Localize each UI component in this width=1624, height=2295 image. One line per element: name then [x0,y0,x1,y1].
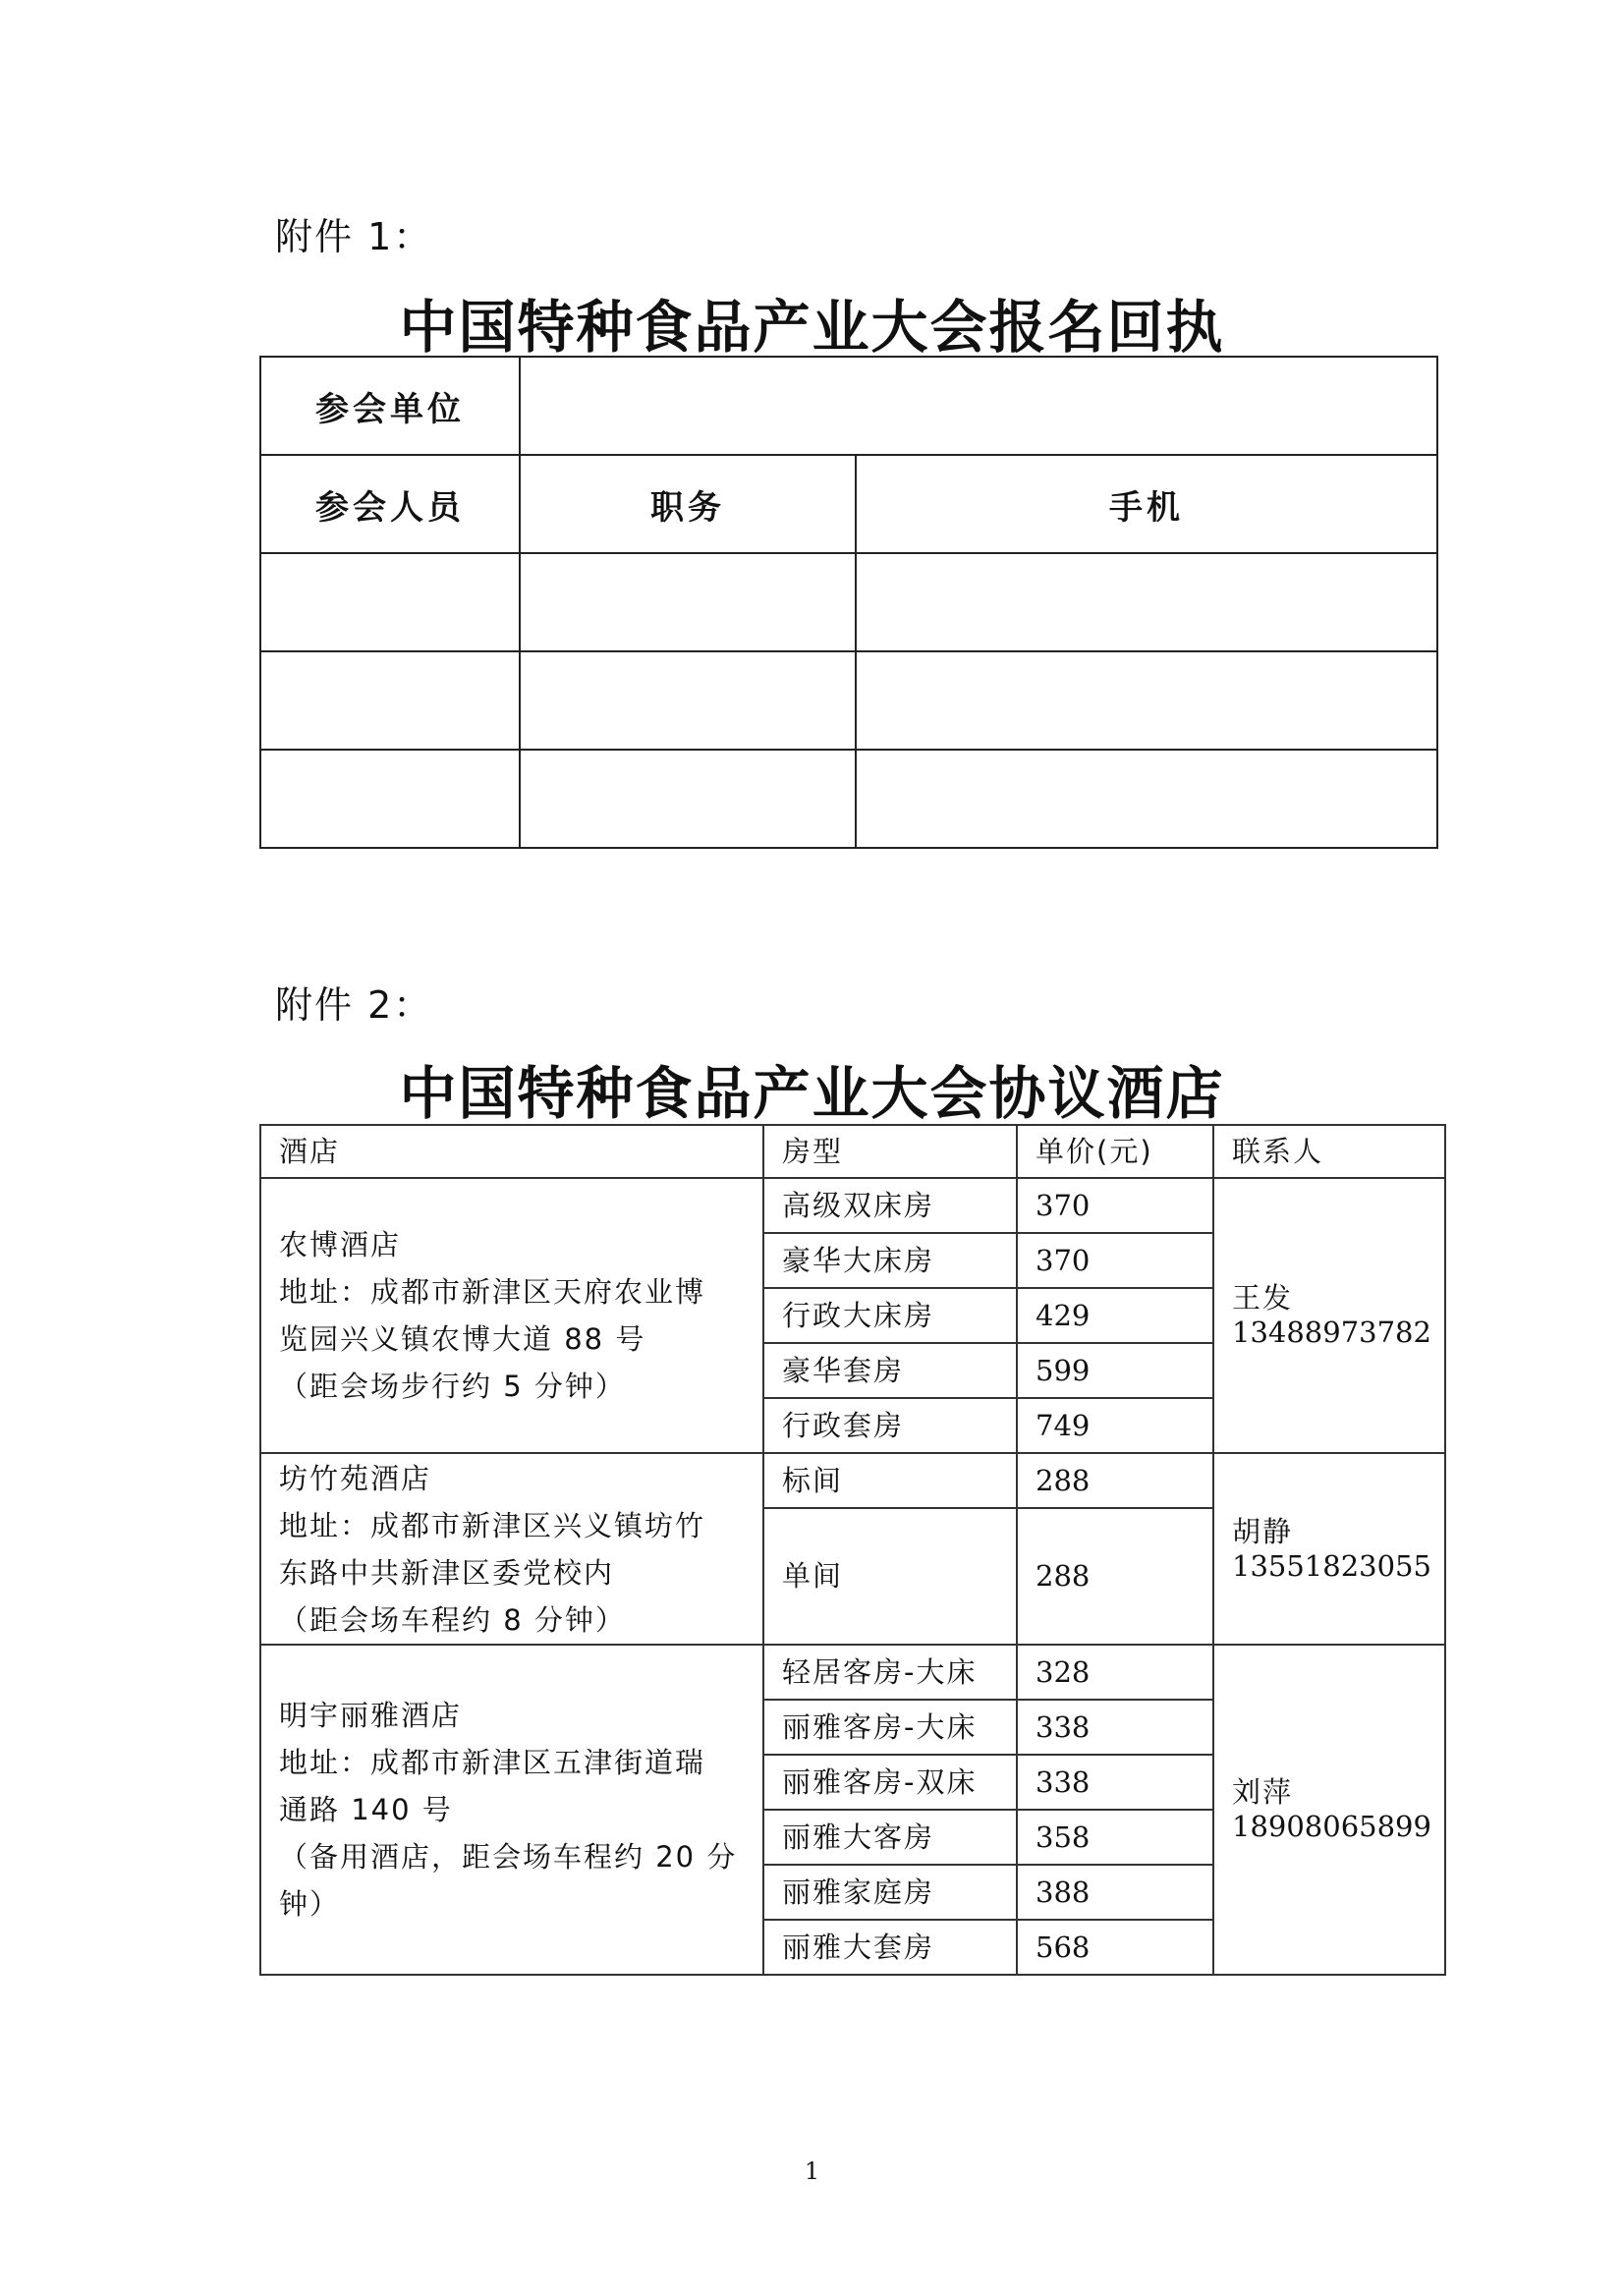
attendee-row [260,750,1437,848]
room-price: 370 [1017,1178,1213,1233]
hotel-table [259,1124,1446,1976]
room-price: 370 [1017,1233,1213,1288]
attendee-mobile-field[interactable] [856,553,1437,651]
unit-value-field[interactable] [520,357,1437,455]
room-type: 丽雅家庭房 [763,1865,1017,1920]
attendee-name-field[interactable] [260,553,520,651]
hotel-info [260,1178,763,1453]
attendee-mobile-field[interactable] [856,651,1437,750]
hotel-address-line: 地址：成都市新津区五津街道瑞 [279,1746,706,1779]
room-type: 轻居客房-大床 [763,1645,1017,1700]
room-price: 288 [1017,1508,1213,1645]
room-type: 行政套房 [763,1398,1017,1453]
header-mobile: 手机 [856,455,1437,553]
unit-row [260,357,1437,455]
header-price: 单价(元) [1017,1125,1213,1178]
room-price: 388 [1017,1865,1213,1920]
contact-name: 王发 [1232,1281,1294,1315]
header-hotel: 酒店 [260,1125,763,1178]
hotel-name: 农博酒店 [279,1228,402,1261]
attendee-mobile-field[interactable] [856,750,1437,848]
room-price: 338 [1017,1755,1213,1810]
room-type: 丽雅大客房 [763,1810,1017,1865]
room-price: 288 [1017,1453,1213,1508]
page-number: 1 [804,2157,820,2185]
attendee-name-field[interactable] [260,651,520,750]
room-price: 749 [1017,1398,1213,1453]
attendee-row [260,651,1437,750]
registration-form-title: 中国特种食品产业大会报名回执 [399,294,1225,361]
hotel-distance: （距会场车程约 8 分钟） [279,1602,626,1637]
header-room-type: 房型 [763,1125,1017,1178]
hotel-address-line: 地址：成都市新津区天府农业博 [279,1275,706,1309]
room-price: 328 [1017,1645,1213,1700]
room-type: 行政大床房 [763,1288,1017,1343]
room-price: 599 [1017,1343,1213,1398]
room-price: 568 [1017,1920,1213,1975]
hotel-contact [1213,1453,1445,1645]
room-row [260,1178,1445,1233]
contact-name: 胡静 [1232,1514,1294,1548]
hotel-distance: （距会场步行约 5 分钟） [279,1370,626,1403]
room-price: 338 [1017,1700,1213,1755]
hotel-info [260,1453,763,1645]
room-type: 豪华套房 [763,1343,1017,1398]
contact-phone: 13488973782 [1232,1315,1431,1349]
contact-name: 刘萍 [1232,1775,1294,1810]
hotel-list-title: 中国特种食品产业大会协议酒店 [399,1060,1225,1127]
contact-phone: 18908065899 [1232,1810,1431,1843]
room-price: 429 [1017,1288,1213,1343]
header-contact: 联系人 [1213,1125,1445,1178]
hotel-address-line: 地址：成都市新津区兴义镇坊竹 [279,1508,706,1542]
hotel-distance: （备用酒店，距会场车程约 20 分 [279,1840,738,1874]
attendee-position-field[interactable] [520,750,856,848]
hotel-info [260,1645,763,1975]
attendee-name-field[interactable] [260,750,520,848]
hotel-address-line: 通路 140 号 [279,1793,453,1826]
hotel-distance: 钟） [279,1887,341,1921]
hotel-address-line: 东路中共新津区委党校内 [279,1555,615,1590]
header-attendee: 参会人员 [260,455,520,553]
room-row [260,1645,1445,1700]
hotel-contact [1213,1645,1445,1975]
registration-table [259,356,1438,849]
room-type: 高级双床房 [763,1178,1017,1233]
attendee-row [260,553,1437,651]
room-type: 豪华大床房 [763,1233,1017,1288]
hotel-name: 明宇丽雅酒店 [279,1699,463,1732]
attendee-position-field[interactable] [520,553,856,651]
room-type: 丽雅客房-大床 [763,1700,1017,1755]
hotel-contact [1213,1178,1445,1453]
room-price: 358 [1017,1810,1213,1865]
room-type: 标间 [763,1453,1017,1508]
room-type: 单间 [763,1508,1017,1645]
registration-header-row [260,455,1437,553]
attendee-position-field[interactable] [520,651,856,750]
attachment-1-label: 附件 1： [275,215,433,258]
hotel-header-row [260,1125,1445,1178]
room-row [260,1453,1445,1508]
unit-label: 参会单位 [260,357,520,455]
room-type: 丽雅大套房 [763,1920,1017,1975]
hotel-name: 坊竹苑酒店 [279,1461,432,1495]
header-position: 职务 [520,455,856,553]
room-type: 丽雅客房-双床 [763,1755,1017,1810]
contact-phone: 13551823055 [1232,1548,1431,1583]
attachment-2-label: 附件 2： [275,983,433,1027]
hotel-address-line: 览园兴义镇农博大道 88 号 [279,1322,646,1356]
